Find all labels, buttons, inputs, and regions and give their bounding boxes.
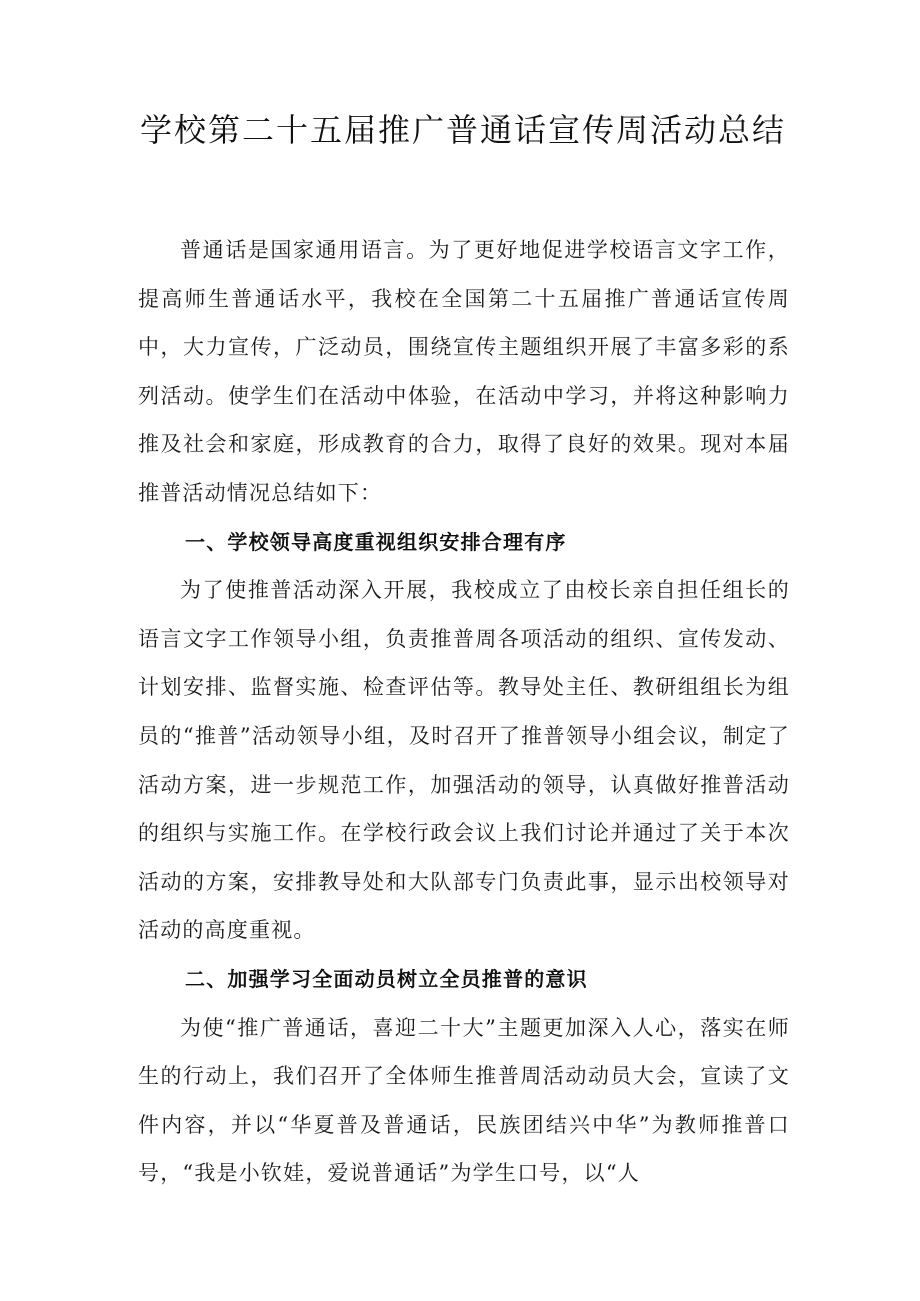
section-1-heading: 一、学校领导高度重视组织安排合理有序 — [185, 529, 567, 554]
section-2-paragraph: 为使“推广普通话，喜迎二十大”主题更加深入人心，落实在师生的行动上，我们召开了全体师生推普周活动动员大会，宣读了文件内容，并以“华夏普及普通话，民族团结兴中华”为教师推普口号，“我是小钦娃，爱说普通话”为学生口号，以“人 — [138, 1015, 790, 1186]
document-title: 学校第二十五届推广普通话宣传周活动总结 — [139, 111, 786, 149]
intro-paragraph: 普通话是国家通用语言。为了更好地促进学校语言文字工作，提高师生普通话水平，我校在全国第二十五届推广普通话宣传周中，大力宣传，广泛动员，围绕宣传主题组织开展了丰富多彩的系列活动。使学生们在活动中体验，在活动中学习，并将这种影响力推及社会和家庭，形成教育的合力，取得了良好的效果。现对本届推普活动情况总结如下： — [138, 238, 790, 505]
document-body — [138, 226, 790, 1198]
section-1-paragraph: 为了使推普活动深入开展，我校成立了由校长亲自担任组长的语言文字工作领导小组，负责推普周各项活动的组织、宣传发动、计划安排、监督实施、检查评估等。教导处主任、教研组组长为组员的“推普”活动领导小组，及时召开了推普领导小组会议，制定了活动方案，进一步规范工作，加强活动的领导，认真做好推普活动的组织与实施工作。在学校行政会议上我们讨论并通过了关于本次活动的方案，安排教导处和大队部专门负责此事，显示出校领导对活动的高度重视。 — [138, 578, 790, 943]
section-2-heading: 二、加强学习全面动员树立全员推普的意识 — [185, 966, 588, 991]
